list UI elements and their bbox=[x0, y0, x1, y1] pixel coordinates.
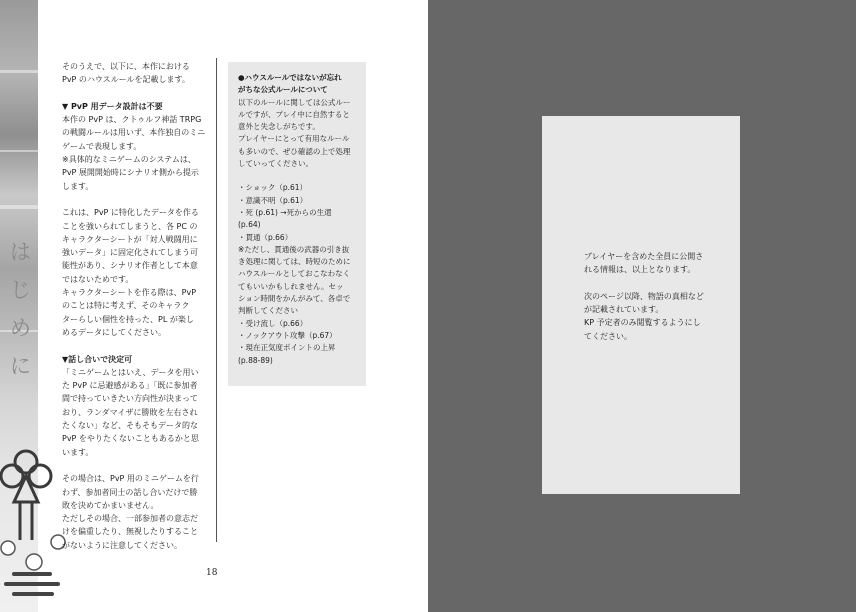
text-line: が記載されています。 bbox=[584, 305, 664, 315]
text-line: キャラクターシートを作る際は、PvP bbox=[62, 288, 197, 298]
text-line: します。 bbox=[62, 181, 94, 191]
column-divider bbox=[216, 58, 217, 542]
text-line: めるデータにしてください。 bbox=[62, 327, 166, 337]
rule-item: ・受け流し（p.66） bbox=[238, 318, 308, 328]
rule-item: 判断してください bbox=[238, 306, 298, 316]
text-line: PvP をやりたくないこともあるかと思 bbox=[62, 434, 199, 444]
section-reason bbox=[62, 206, 210, 339]
text-line: ではないためです。 bbox=[62, 274, 134, 284]
text-line: 以下のルールに関しては公式ルー bbox=[238, 97, 351, 107]
rule-item: ション時間をかんがみて、各卓で bbox=[238, 294, 351, 304]
official-rules-note-box bbox=[228, 62, 366, 386]
rule-item: てもいいかもしれません。セッ bbox=[238, 281, 344, 291]
text-line: PvP 展開開始時にシナリオ側から提示 bbox=[62, 168, 199, 178]
text-line: のことは特に考えず、そのキャラク bbox=[62, 301, 190, 311]
text-line: 敗を決めてかまいません。 bbox=[62, 500, 159, 510]
section-pvp-data bbox=[62, 100, 210, 193]
rule-item: ・ショック（p.61） bbox=[238, 183, 308, 193]
text-line: た PvP に忌避感がある」「既に参加者 bbox=[62, 381, 198, 391]
note-heading: ●ハウスルールではないが忘れ bbox=[238, 73, 342, 82]
page-number: 18 bbox=[206, 568, 218, 578]
rule-item: (p.88-89) bbox=[238, 355, 273, 365]
text-line: ルですが、プレイ中に自然すると bbox=[238, 109, 350, 119]
text-line: これは、PvP に特化したデータを作る bbox=[62, 208, 199, 218]
decorative-knot-icon bbox=[0, 440, 70, 610]
text-line: 次のページ以降、物語の真相など bbox=[584, 291, 704, 301]
text-line: ゲームで表現します。 bbox=[62, 141, 142, 151]
text-line: います。 bbox=[62, 447, 94, 457]
text-line: 能性があり、シナリオ作者として本意 bbox=[62, 261, 198, 271]
section-discussion bbox=[62, 353, 210, 459]
text-line: そのうえで、以下に、本作における bbox=[62, 62, 190, 71]
text-line: PvP のハウスルールを記載します。 bbox=[62, 75, 190, 85]
text-line: 意外と失念しがちです。 bbox=[238, 122, 320, 132]
text-line: の戦闘ルールは用いず、本作独自のミニ bbox=[62, 128, 206, 138]
rule-item: ・意識不明（p.61） bbox=[238, 195, 308, 205]
text-line: KP 予定者のみ閲覧するようにし bbox=[584, 318, 701, 328]
text-line: 本作の PvP は、クトゥルフ神話 TRPG bbox=[62, 115, 202, 125]
right-page bbox=[428, 0, 856, 612]
text-line: ことを強いられてしまうと、各 PC の bbox=[62, 221, 198, 231]
text-line: たくない」など、そもそもデータ的な bbox=[62, 421, 198, 431]
text-line: プレイヤーにとって有用なルール bbox=[238, 134, 350, 144]
section-heading: ▼話し合いで決定可 bbox=[62, 354, 133, 364]
text-line: がないように注意してください。 bbox=[62, 540, 182, 550]
rule-item: き処理に関しては、時短のために bbox=[238, 257, 351, 267]
text-line: てください。 bbox=[584, 331, 632, 341]
section-heading: ▼ PvP 用データ設計は不要 bbox=[62, 101, 163, 111]
section-caution bbox=[62, 472, 210, 552]
main-text-column bbox=[62, 60, 210, 560]
text-line: その場合は、PvP 用のミニゲームを行 bbox=[62, 474, 199, 484]
text-line: おり、ランダマイザに勝敗を左右され bbox=[62, 407, 198, 417]
info-panel-text bbox=[584, 250, 724, 343]
rule-item: ハウスルールとしておこなわなく bbox=[238, 269, 351, 279]
text-line: キャラクターシートが「対人戦闘用に bbox=[62, 234, 198, 244]
text-line: ※具体的なミニゲームのシステムは、 bbox=[62, 155, 196, 165]
text-line: けを偏重したり、無視したりすること bbox=[62, 527, 198, 537]
text-line: ターらしい個性を持った、PL が楽し bbox=[62, 314, 194, 324]
rule-item: ・現在正気度ポイントの上昇 bbox=[238, 343, 336, 353]
text-line: していってください。 bbox=[238, 159, 313, 169]
rule-item: ※ただし、貫通後の武器の引き抜 bbox=[238, 244, 350, 254]
text-line: わず、参加者同士の話し合いだけで勝 bbox=[62, 487, 198, 497]
text-line: も多いので、ぜひ確認の上で処理 bbox=[238, 146, 351, 156]
text-line: ただしその場合、一部参加者の意志だ bbox=[62, 514, 198, 524]
chapter-side-title: はじめに bbox=[6, 240, 31, 392]
text-line: プレイヤーを含めた全員に公開さ bbox=[584, 252, 704, 261]
note-heading: がちな公式ルールについて bbox=[238, 85, 328, 95]
text-line: 間で持っていきたい方向性が決まって bbox=[62, 394, 198, 404]
intro-paragraph bbox=[62, 60, 210, 87]
rule-item: ・死 (p.61) →死からの生還 (p.64) bbox=[238, 207, 332, 230]
text-line: 強いデータ」に固定化されてしまう可 bbox=[62, 248, 198, 258]
rule-item: ・貫通（p.66） bbox=[238, 232, 293, 242]
text-line: 「ミニゲームとはいえ、データを用い bbox=[62, 367, 199, 377]
rule-item: ・ノックアウト攻撃（p.67） bbox=[238, 330, 337, 340]
text-line: れる情報は、以上となります。 bbox=[584, 265, 696, 275]
